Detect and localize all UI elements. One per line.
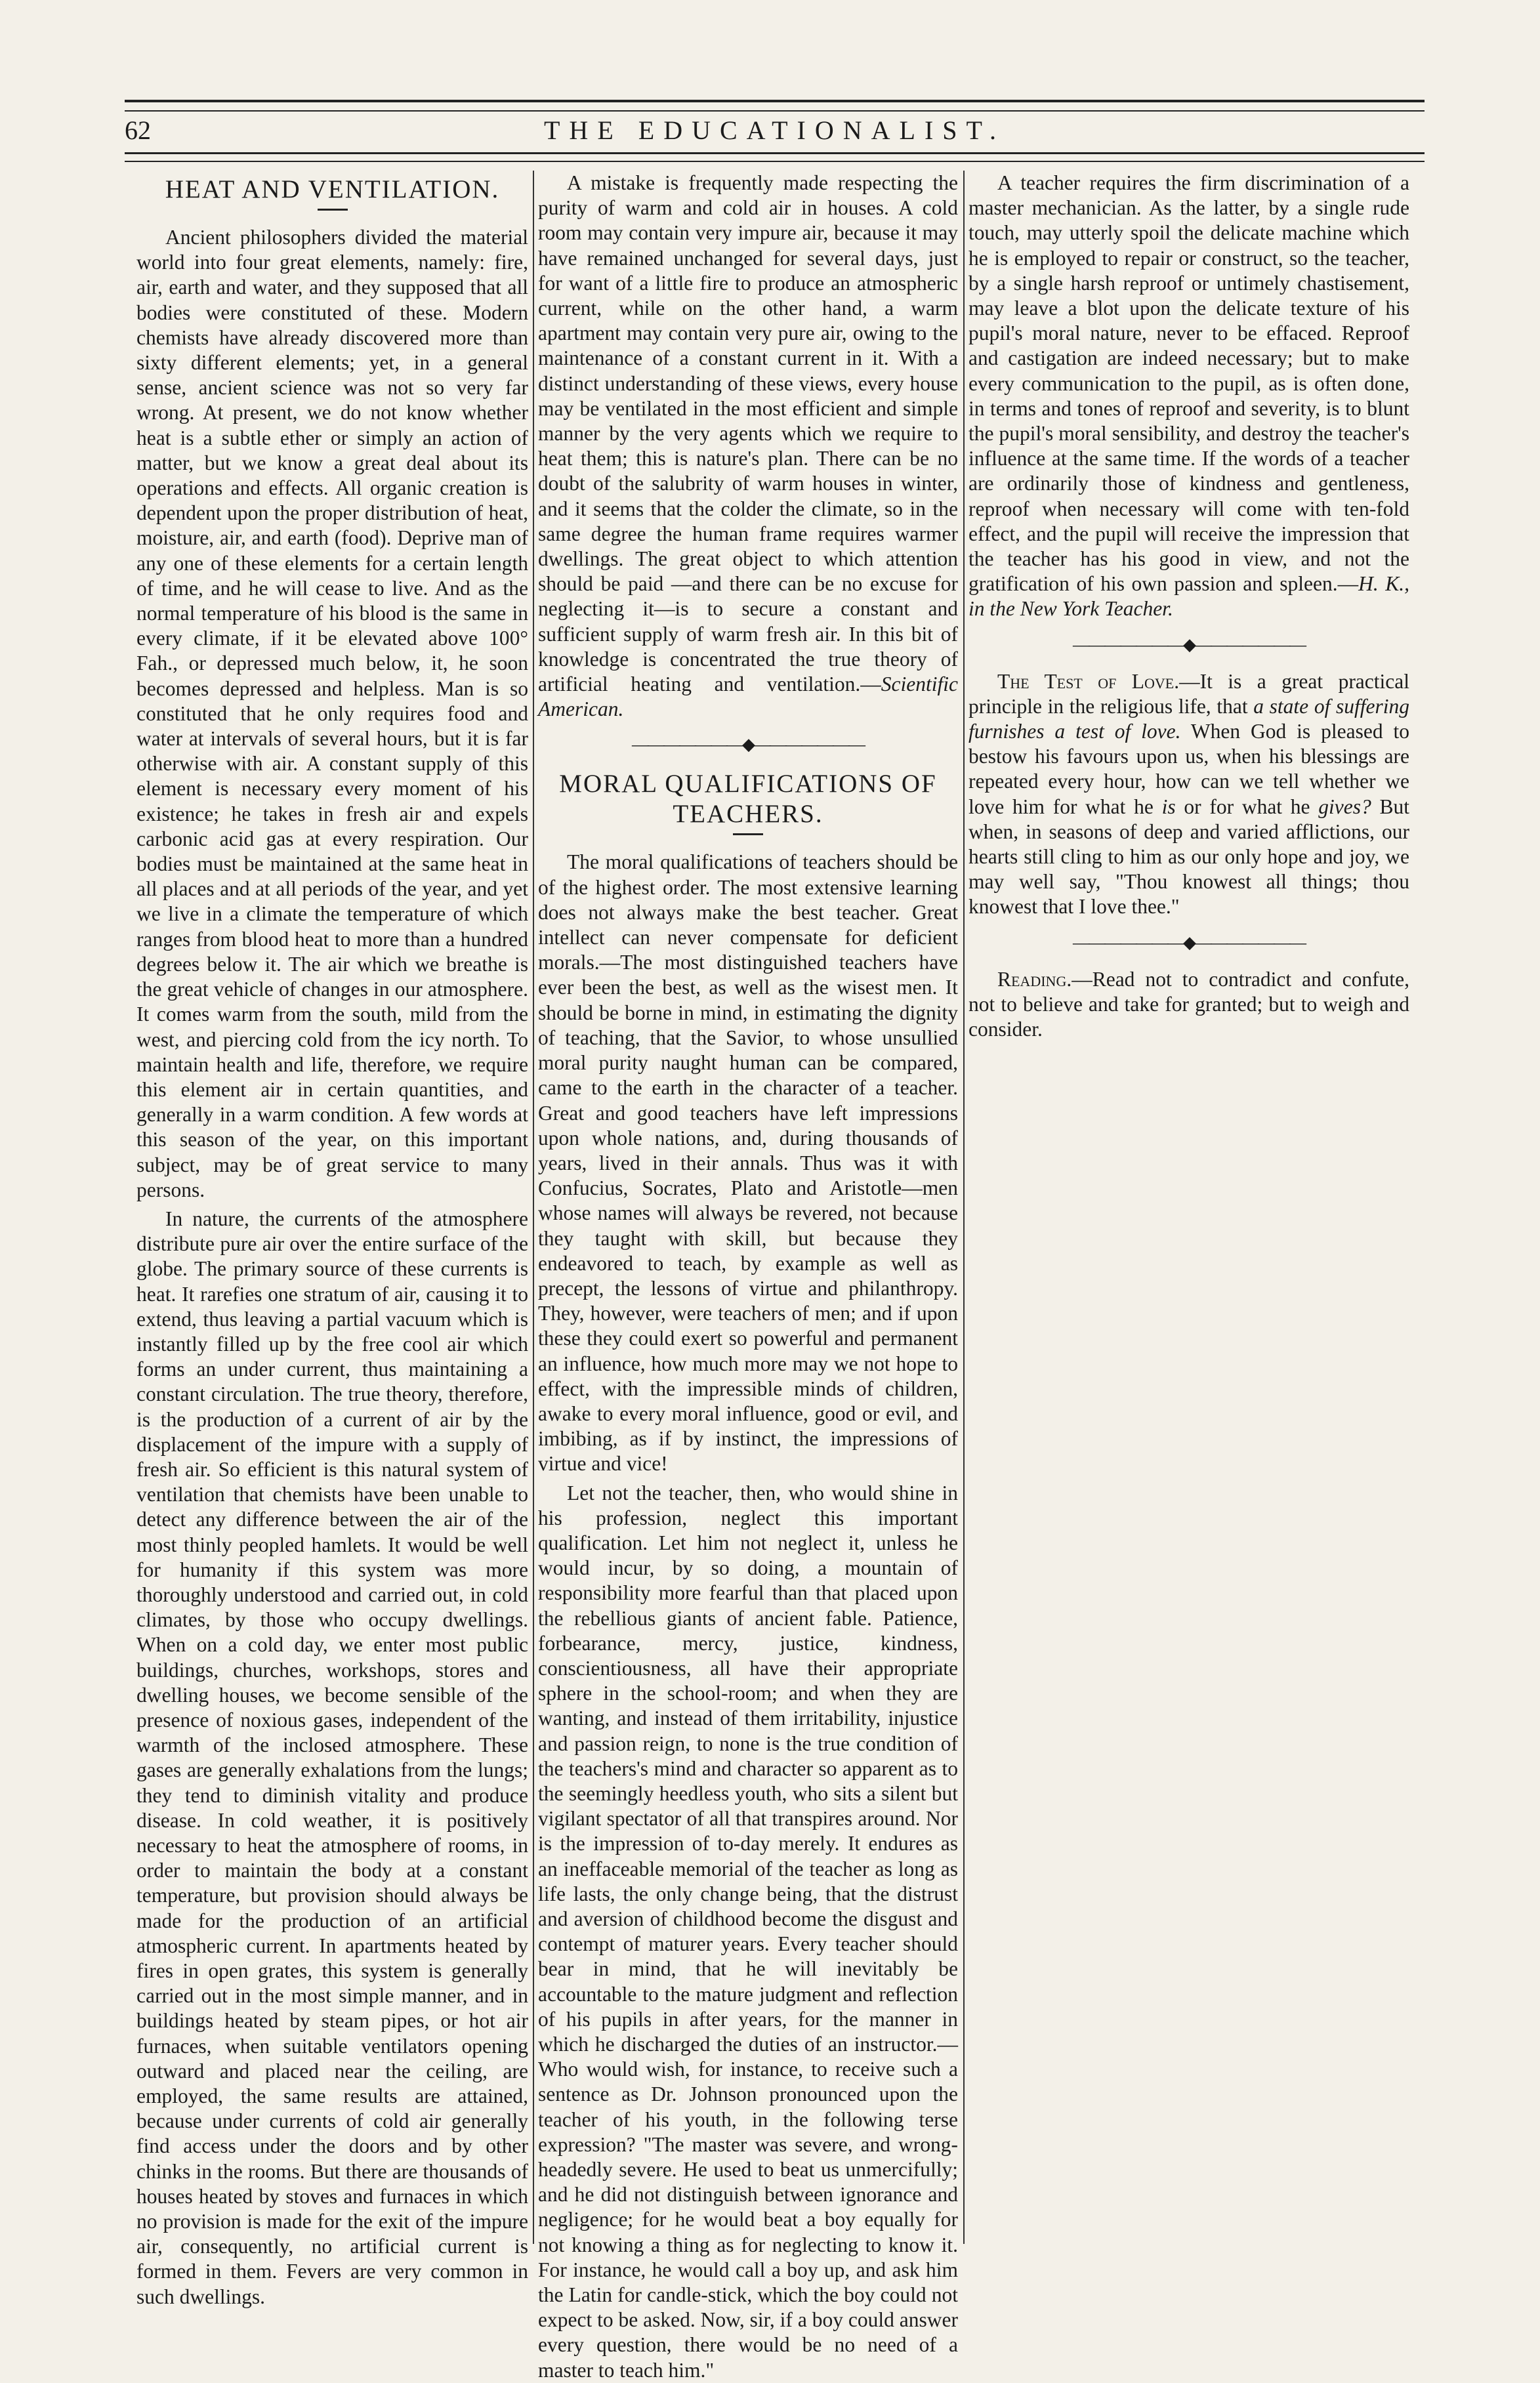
paragraph-text: A mistake is frequently made respecting the purity of warm and cold air in houses. A cold room may contain very impure air, because it may have remained unchanged for several days, just for want of a little fire to produce an atmospheric current, while on the other hand, a warm apartment may contain very pure air, owing to the maintenance of a constant current in it. With a distinct understanding of these views, every house may be ventilated in the most efficient and simple manner by the very agents which we require to heat them; this is nature's plan. There can be no doubt of the salubrity of warm houses in winter, and it seems that the colder the climate, so in the same degree the human frame requires warmer dwellings. The great object to which attention should be paid —and there can be no excuse for neglecting it—is to secure a constant and sufficient supply of warm fresh air. In this bit of knowledge is concentrated the true theory of artificial heating and ventilation.— <box>538 171 958 696</box>
header-rule-top <box>125 100 1425 112</box>
column-divider <box>533 171 534 2244</box>
article-paragraph: The moral qualifications of teachers should be of the highest order. The most extensive learning does not always make the best teacher. Great intellect can never compensate for deficient morals.—The most distinguished teachers have ever been the best, as well as the wisest men. It should be borne in mind, in estimating the dignity of teaching, that the Savior, to whose unsullied moral purity naught human can be compared, came to the earth in the character of a teacher. Great and good teachers have left impressions upon whole nations, and, during thousands of years, lived in their annals. Thus was it with Confucius, Socrates, Plato and Aristotle—men whose names will always be revered, not because they taught with skill, but because they endeavored to teach, by example as well as precept, the lessons of virtue and philanthropy. They, however, were teachers of men; and if upon these they could exert so powerful and permanent an influence, how much more may we not hope to effect, with the impressible minds of children, awake to every moral influence, good or evil, and imbibing, as if by instinct, the impressions of virtue and vice! <box>538 850 958 1476</box>
article-title-moral-qualifications: MORAL QUALIFICATIONS OF TEACHERS. <box>559 770 937 829</box>
paragraph-text: —It is a great practical principle in the religious life, that <box>968 669 1409 718</box>
emphasis: a state of suffering furnishes a test of love. <box>968 694 1409 743</box>
paragraph-text: —Read not to contradict and confute, not to believe and take for granted; but to weigh and consider. <box>968 967 1409 1041</box>
title-dash <box>318 209 348 211</box>
article-paragraph: In nature, the currents of the atmosphere distribute pure air over the entire surface of the globe. The primary source of these currents is heat. It rarefies one stratum of air, causing it to extend, thus leaving a partial vacuum which is instantly filled up by the free cool air which forms an under current, thus maintaining a constant circulation. The true theory, therefore, is the production of a current of air by the displacement of the impure with a supply of fresh air. So efficient is this natural system of ventilation that chemists have been unable to detect any difference between the air of the most thinly peopled hamlets. It would be well for humanity if this system was more thoroughly understood and carried out, in cold climates, by those who occupy dwellings. When on a cold day, we enter most public buildings, churches, workshops, stores and dwelling houses, we become sensible of the presence of noxious gases, independent of the warmth of the inclosed atmosphere. These gases are generally exhalations from the lungs; they tend to diminish vitality and produce disease. In cold weather, it is positively necessary to heat the atmosphere of rooms, in order to maintain the body at a constant temperature, but provision should always be made for the production of an artificial atmospheric current. In apartments heated by fires in open grates, this system is generally carried out in the most simple manner, and in buildings heated by steam pipes, or hot air furnaces, when suitable ventilators opening outward and placed near the ceiling, are employed, the same results are attained, because under currents of cold air generally find access under the doors and by other chinks in the rooms. But there are thousands of houses heated by stoves and furnaces in which no provision is made for the exit of the impure air, consequently, no artificial current is formed in them. Fevers are very common in such dwellings. <box>136 1207 528 2308</box>
article-source: Scientific American. <box>538 673 958 721</box>
paragraph-text: But when, in seasons of deep and varied afflictions, our hearts still cling to him as our only hope and joy, we may well say, "Thou knowest all things; thou knowest that I love thee." <box>968 795 1409 919</box>
page-header <box>125 115 1425 152</box>
article-paragraph <box>538 171 958 722</box>
section-ornament <box>968 635 1409 655</box>
column-3 <box>968 171 1409 2244</box>
section-ornament <box>538 735 958 755</box>
paragraph-text: When God is pleased to bestow his favours upon us, when his blessings are repeated every hour, how can we tell whether we love him for what he <box>968 720 1409 818</box>
article-title-heat-ventilation: HEAT AND VENTILATION. <box>165 175 500 203</box>
emphasis: gives? <box>1318 795 1371 818</box>
article-paragraph <box>968 967 1409 1043</box>
article-lead: The Test of Love. <box>997 669 1180 693</box>
paragraph-text: A teacher requires the firm discrimination of a master mechanician. As the latter, by a single rude touch, may utterly spoil the delicate machine which he is employed to repair or construct, so the teacher, by a single harsh reproof or untimely chastisement, may leave a blot upon the delicate texture of his pupil's moral nature, never to be effaced. Reproof and castigation are indeed necessary; but to make every communication to the pupil, as is often done, in terms and tones of reproof and severity, is to blunt the pupil's moral sensibility, and destroy the teacher's influence at the same time. If the words of a teacher are ordinarily those of kindness and gentleness, reproof when necessary will come with ten-fold effect, and the pupil will receive the impression that the teacher has his good in view, and not the gratification of his own passion and spleen.— <box>968 171 1409 596</box>
article-paragraph <box>968 171 1409 622</box>
emphasis: is <box>1161 795 1176 818</box>
column-1 <box>136 171 528 2308</box>
title-dash <box>733 833 763 835</box>
article-source: H. K., in the New York Teacher. <box>968 572 1409 621</box>
paragraph-text: or for what he <box>1175 795 1319 818</box>
page-number: 62 <box>125 115 151 145</box>
column-2 <box>538 171 958 2382</box>
column-divider <box>963 171 965 2244</box>
article-lead: Reading. <box>997 967 1072 991</box>
journal-title: THE EDUCATIONALIST. <box>544 115 1005 145</box>
article-paragraph: Ancient philosophers divided the material world into four great elements, namely: fire, air, earth and water, and they supposed that all bodies were constituted of these. Modern chemists have already discovered more than sixty different elements; yet, in a general sense, ancient science was not so very far wrong. At present, we do not know whether heat is a subtle ether or simply an action of matter, but we know a great deal about its operations and effects. All organic creation is dependent upon the proper distribution of heat, moisture, air, and earth (food). Deprive man of any one of these elements for a certain length of time, and he will cease to live. And as the normal temperature of his blood is the same in every climate, if it be elevated above 100° Fah., or depressed much below, it, he soon becomes depressed and helpless. Man is so constituted that he only requires food and water at intervals of several hours, but it is far otherwise with air. A constant supply of this element is necessary every moment of his existence; he takes in fresh air and expels carbonic acid gas at every respiration. Our bodies must be maintained at the same heat in all places and at all periods of the year, and yet we live in a climate the temperature of which ranges from blood heat to more than a hundred degrees below it. The air which we breathe is the great vehicle of changes in our atmosphere. It comes warm from the south, mild from the west, and piercing cold from the icy north. To maintain health and life, therefore, we require this element air in certain quantities, and generally in a warm condition. A few words at this season of the year, on this important subject, may be of great service to many persons. <box>136 226 528 1201</box>
header-rule-bottom <box>125 152 1425 162</box>
article-paragraph: Let not the teacher, then, who would shine in his profession, neglect this important qualification. Let him not neglect it, unless he would incur, by so doing, a mountain of responsibility more fearful than that placed upon the rebellious giants of ancient fable. Patience, forbearance, mercy, justice, kindness, conscientiousness, all have their appropriate sphere in the school-room; and when they are wanting, and instead of them irritability, injustice and passion reign, to none is the true condition of the teachers's mind and character so apparent as to the seemingly heedless youth, who sits a silent but vigilant spectator of all that transpires around. Nor is the impression of to-day merely. It endures as an ineffaceable memorial of the teacher as long as life lasts, the only change being, that the distrust and aversion of childhood become the disgust and contempt of maturer years. Every teacher should bear in mind, that he will inevitably be accountable to the mature judgment and reflection of his pupils in after years, for the manner in which he discharged the duties of an instructor.—Who would wish, for instance, to receive such a sentence as Dr. Johnson pronounced upon the teacher of his youth, in the following terse expression? "The master was severe, and wrong-headedly severe. He used to beat us unmercifully; and he did not distinguish between ignorance and negligence; for he would beat a boy equally for not knowing a thing as for neglecting to know it. For instance, he would call a boy up, and ask him the Latin for candle-stick, which the boy could not expect to be asked. Now, sir, if a boy could answer every question, there would be no need of a master to teach him." <box>538 1481 958 2382</box>
article-paragraph <box>968 669 1409 920</box>
section-ornament <box>968 933 1409 953</box>
